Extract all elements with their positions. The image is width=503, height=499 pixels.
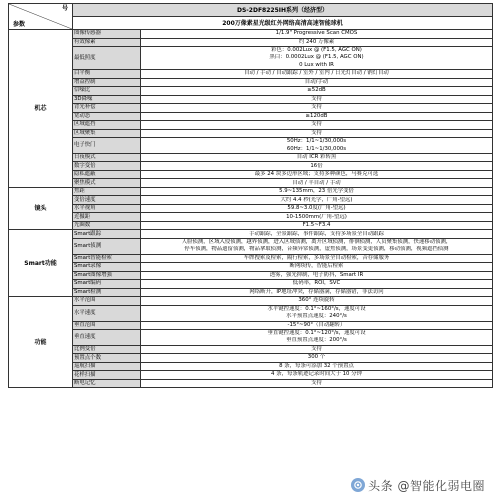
param-value [141, 112, 493, 121]
value-line: 人脸侦测，区域入侵侦测，越界侦测，进入区域侦测，离开区域侦测，徘徊侦测，人员聚集侦测，快速移动侦测， [181, 238, 452, 245]
value-line: 0 Lux with IR [299, 61, 334, 68]
param-label: Smart检测 [73, 288, 141, 297]
value-line: 垂直键控速度：0.1°~120°/s，速度可设 [267, 330, 366, 337]
param-value [141, 288, 493, 297]
table-row [9, 104, 493, 113]
param-label: 隐私遮蔽 [73, 170, 141, 179]
value-line: 黑白：0.0002Lux @ (F1.5, AGC ON) [269, 54, 364, 61]
value-line: 支持 [311, 95, 322, 102]
param-value [141, 204, 493, 213]
table-row [9, 204, 493, 213]
param-label: 变倍速度 [73, 196, 141, 205]
param-label: 区域聚集 [73, 129, 141, 138]
value-line: 支持 [311, 345, 322, 352]
param-value [141, 254, 493, 263]
param-value [141, 354, 493, 363]
table-row [9, 371, 493, 380]
value-line: 支持 [311, 104, 322, 111]
value-line: 支持 [311, 121, 322, 128]
value-line: 5.9~135mm，23 倍光学变倍 [279, 188, 354, 194]
param-label: 电子快门 [73, 138, 141, 154]
table-row [9, 330, 493, 346]
value-line: 360° 连续旋转 [298, 297, 335, 304]
value-line: 10-1500mm(广角-望远) [286, 213, 347, 220]
value-line: 最多 24 块多边形区域；支持多种颜色，马赛克可选 [254, 171, 379, 177]
table-row [9, 230, 493, 239]
table-row [9, 179, 493, 188]
param-value [141, 70, 493, 79]
param-label: Smart侦测 [73, 238, 141, 254]
param-value [141, 129, 493, 138]
param-label: 预置点个数 [73, 354, 141, 363]
param-value [141, 238, 493, 254]
param-label: Smart智能检索 [73, 254, 141, 263]
param-value [141, 379, 493, 388]
param-label: 数字变倍 [73, 162, 141, 171]
table-row [9, 47, 493, 70]
spec-table [8, 3, 493, 388]
param-value [141, 87, 493, 96]
table-row [9, 187, 493, 196]
param-label: 宽动态 [73, 112, 141, 121]
param-label: 花样扫描 [73, 371, 141, 380]
param-value [141, 330, 493, 346]
table-row [9, 162, 493, 171]
model-number: DS-2DF8225IH系列（经济型） [73, 4, 493, 17]
param-label: 信噪比 [73, 87, 141, 96]
value-line: 水平预置点速度：240°/s [286, 313, 347, 320]
value-line: 50Hz：1/1~1/30,000s [286, 138, 347, 145]
section-label: Smart功能 [9, 230, 73, 297]
param-label: 图像传感器 [73, 30, 141, 39]
param-label: 日夜模式 [73, 153, 141, 162]
value-line: 1/1.9" Progressive Scan CMOS [275, 30, 358, 37]
watermark [347, 476, 489, 494]
value-line: F1.5~F3.4 [302, 222, 331, 228]
table-row [9, 129, 493, 138]
param-label: Smart编码 [73, 280, 141, 289]
param-value [141, 170, 493, 179]
param-value [141, 221, 493, 230]
value-line: 车牌搜索及检索，隔行检索，多场景全自动检索，音存储服务 [243, 254, 390, 261]
table-row [9, 305, 493, 321]
param-value [141, 153, 493, 162]
table-row [9, 196, 493, 205]
value-line: 约 240 万像素 [298, 38, 335, 45]
table-row [9, 362, 493, 371]
param-label: 垂直速度 [73, 330, 141, 346]
section-label: 机芯 [9, 30, 73, 188]
value-line: 低码率，ROI，SVC [292, 280, 341, 287]
table-row [9, 38, 493, 47]
table-row [9, 288, 493, 297]
table-row [9, 263, 493, 272]
param-value [141, 362, 493, 371]
param-value [141, 38, 493, 47]
param-label: 光圈数 [73, 221, 141, 230]
table-row [9, 280, 493, 289]
table-row [9, 87, 493, 96]
table-row [9, 78, 493, 87]
param-value [141, 47, 493, 70]
value-line: 停车侦测，物品遗留侦测，物品拿取侦测，音频异常侦测，虚焦侦测，场景变更侦测，移动侦测，视频遮挡侦测 [184, 246, 449, 253]
param-value [141, 179, 493, 188]
table-row [9, 254, 493, 263]
param-value [141, 321, 493, 330]
param-value [141, 121, 493, 130]
param-label: 背光补偿 [73, 104, 141, 113]
table-row [9, 238, 493, 254]
table-row [9, 112, 493, 121]
table-row [9, 170, 493, 179]
value-line: 60Hz：1/1~1/30,000s [286, 145, 347, 152]
value-line: 自动 / 半自动 / 手动 [292, 179, 341, 186]
param-value [141, 95, 493, 104]
param-label: 3D降噪 [73, 95, 141, 104]
value-line: ≥52dB [307, 87, 326, 94]
table-row [9, 297, 493, 306]
param-value [141, 78, 493, 87]
row-header-label: 号 [61, 5, 68, 12]
param-label: Smart图像增强 [73, 271, 141, 280]
logo-icon [351, 478, 365, 492]
value-line: 大约 4.4 秒(光学，广角-望远) [280, 196, 353, 203]
table-row [9, 30, 493, 39]
value-line: 自动/手动 [304, 78, 329, 85]
value-line: 断网续传，智能后检索 [289, 263, 344, 270]
param-value [141, 196, 493, 205]
column-header-label: 参数 [13, 21, 26, 28]
param-label: 最低照度 [73, 47, 141, 70]
param-label: 有效像素 [73, 38, 141, 47]
param-value [141, 345, 493, 354]
param-value [141, 305, 493, 321]
param-value [141, 280, 493, 289]
param-label: 水平速度 [73, 305, 141, 321]
param-label: 巡航扫描 [73, 362, 141, 371]
table-row [9, 379, 493, 388]
value-line: ≥120dB [305, 112, 328, 119]
param-value [141, 187, 493, 196]
param-label: 增益控制 [73, 78, 141, 87]
value-line: 支持 [311, 379, 322, 386]
param-value [141, 371, 493, 380]
table-row [9, 95, 493, 104]
param-value [141, 263, 493, 272]
section-label: 镜头 [9, 187, 73, 230]
param-value [141, 297, 493, 306]
table-row [9, 153, 493, 162]
table-row [9, 121, 493, 130]
table-row [9, 354, 493, 363]
value-line: 16倍 [310, 162, 323, 169]
param-value [141, 230, 493, 239]
table-row [9, 321, 493, 330]
param-label: 焦距 [73, 187, 141, 196]
param-label: 近摄距 [73, 213, 141, 222]
value-line: 网络断开，IP地址冲突，存储器满，存储器错，非法访问 [249, 288, 384, 295]
spec-body [9, 30, 493, 388]
param-label: 水平范围 [73, 297, 141, 306]
value-line: 自动 ICR 彩转黑 [296, 154, 337, 160]
param-value [141, 30, 493, 39]
param-label: Smart跟踪 [73, 230, 141, 239]
param-label: 垂直范围 [73, 321, 141, 330]
value-line: 59.8~3.0度(广角-望远) [287, 205, 346, 211]
param-value [141, 104, 493, 113]
param-label: 断电记忆 [73, 379, 141, 388]
value-line: 300 个 [307, 354, 326, 361]
value-line: 自动 / 手动 / 自动跟踪 / 室外 / 室内 / 日光灯自动 / 钠灯自动 [244, 70, 389, 77]
value-line: 透雾，强光抑制，电子防抖，Smart IR [269, 271, 364, 278]
table-row [9, 345, 493, 354]
corner-header-cell [9, 4, 73, 30]
param-value [141, 213, 493, 222]
watermark-text: 头条 @智能化弱电圈 [368, 478, 485, 493]
param-label: 水平视角 [73, 204, 141, 213]
product-title: 200万像素星光级红外网络高清高速智能球机 [73, 17, 493, 30]
section-label: 功能 [9, 297, 73, 388]
value-line: 彩色：0.002Lux @ (F1.5, AGC ON) [271, 47, 362, 53]
table-row [9, 271, 493, 280]
param-label: 聚焦模式 [73, 179, 141, 188]
param-label: 比例变倍 [73, 345, 141, 354]
value-line: -15°~90°（自动翻转） [287, 321, 346, 328]
value-line: 8 条，每条可添加 32 个预置点 [279, 362, 354, 369]
value-line: 垂直预置点速度：200°/s [286, 337, 347, 344]
table-row [9, 221, 493, 230]
param-label: 白平衡 [73, 70, 141, 79]
param-value [141, 138, 493, 154]
value-line: 水平键控速度：0.1°~160°/s，速度可设 [267, 305, 366, 312]
param-value [141, 162, 493, 171]
table-row [9, 138, 493, 154]
param-label: 区域遮挡 [73, 121, 141, 130]
table-row [9, 213, 493, 222]
table-row [9, 70, 493, 79]
param-value [141, 271, 493, 280]
value-line: 4 条，每条轨迹记录时间大于 10 分钟 [271, 371, 362, 378]
param-label: Smart录像 [73, 263, 141, 272]
value-line: 支持 [311, 129, 322, 136]
value-line: 手动跟踪，全景跟踪，事件跟踪，支持多场景全自动跟踪 [249, 230, 384, 237]
